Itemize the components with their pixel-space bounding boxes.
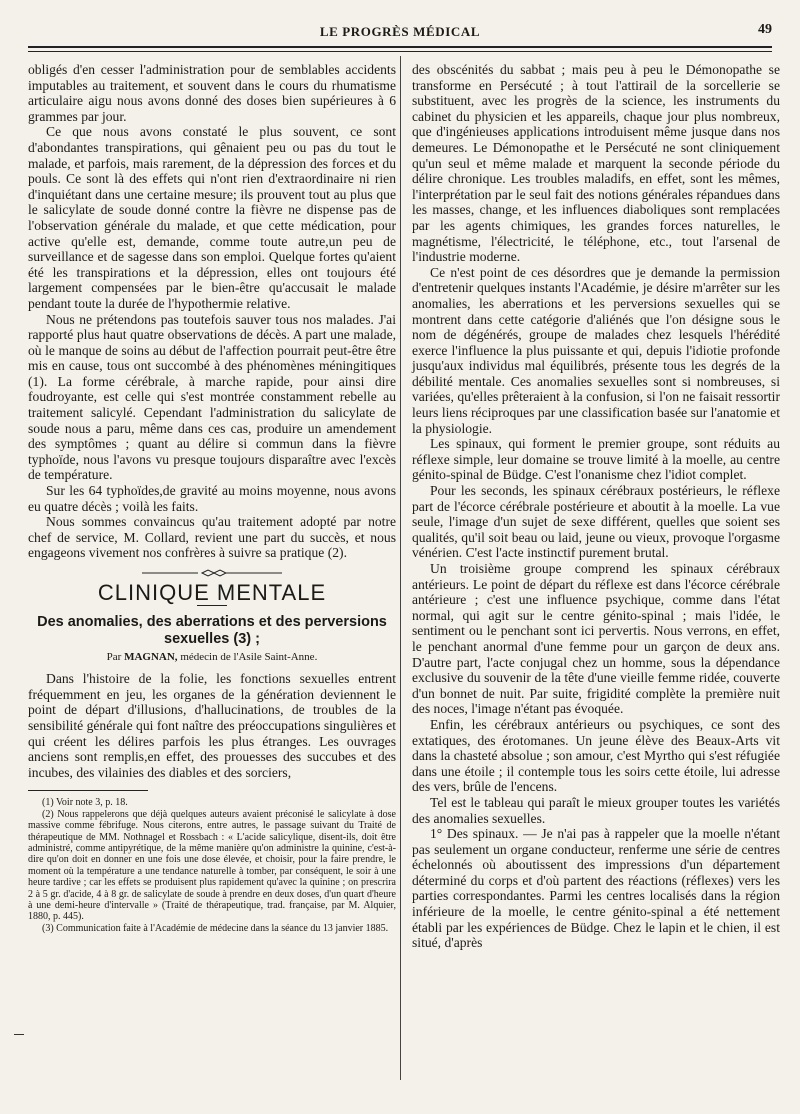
page-number: 49 <box>758 22 772 37</box>
paragraph: Enfin, les cérébraux antérieurs ou psychiques, ce sont des extatiques, des érotomanes. Un jeune élève des Beaux-Arts vit dans la chasteté absolue ; son amour, c'est Myrtho qui s'est réfugiée dans une étoile ; il contemple tous les soirs cette étoile, lui adresse des vers, brûle de l'encens. <box>412 716 780 795</box>
footnotes <box>28 797 396 934</box>
section-title: CLINIQUE MENTALE <box>97 580 327 605</box>
paragraph: Nous ne prétendons pas toutefois sauver tous nos malades. J'ai rapporté plus haut quatre observations de décès. A part une malade, où le manque de soins au début de l'affection pourrait peut-être être mis en cause, tous ont succombé à des phénomènes méningitiques (1). La forme cérébrale, à marche rapide, pour ainsi dire foudroyante, est celle qui s'est montrée constamment rebelle au traitement salicylé. Cependant l'administration du salicylate de soude nous a paru, même dans ces cas, produire un amendement des symptômes ; quant au délire si commun dans la fièvre typhoïde, nous l'avons vu presque toujours disparaître avec l'excès de température. <box>28 311 396 483</box>
footnote: (2) Nous rappelerons que déjà quelques auteurs avaient préconisé le salicylate à dose massive comme fébrifuge. Nous citerons, entre autres, le passage suivant du Traité de thérapeutique de MM. Nothnagel et Rossbach : « L'acide salicylique, disent-ils, doit être administré, comme antipyrétique, de la même manière qu'on administre la quinine, c'est-à-dire qu'on doit en donner en une fois une dose élevée, et choisir, pour la faire prendre, le moment où la température a une tendance naturelle à tomber, par conséquent, le soir à une heure tardive ; car les effets se produisent plus rapidement qu'avec la quinine ; on prescrira 2 à 5 gr. d'acide, 4 à 8 gr. de salicylate de soude à prendre en deux doses, d'un quart d'heure à une demi-heure d'intervalle » (Traité de thérapeutique, trad. française, par M. Alquier, 1880, p. 445). <box>28 808 396 923</box>
paragraph: Les spinaux, qui forment le premier groupe, sont réduits au réflexe simple, leur domaine se trouve limité à la moelle, au centre génito-spinal de Büdge. C'est l'onanisme chez l'idiot complet. <box>412 436 780 483</box>
paragraph: Sur les 64 typhoïdes,de gravité au moins moyenne, nous avons eu quatre décès ; voilà les faits. <box>28 483 396 514</box>
page-header <box>28 22 772 44</box>
margin-mark <box>14 1034 24 1035</box>
footnote: (1) Voir note 3, p. 18. <box>42 797 128 809</box>
right-column <box>412 62 780 951</box>
article-title: Des anomalies, des aberrations et des perversions sexuelles (3) ; <box>37 613 387 647</box>
left-column <box>28 62 396 934</box>
byline <box>28 650 396 666</box>
paragraph: 1° Des spinaux. — Je n'ai pas à rappeler que la moelle n'étant pas seulement un organe conducteur, renferme une série de centres échelonnés où aboutissent des impressions d'un département déterminé du corps et d'où partent des réactions (réflexes) vers les parties correspondantes. Parmi les centres localisés dans la région inférieure de la moelle, le centre génito-spinal a été nettement établi par les expériences de Büdge. Chez le lapin et le chien, il est situé, d'après <box>412 826 780 951</box>
paragraph: des obscénités du sabbat ; mais peu à peu le Démonopathe se transforme en Persécuté ; à tout l'attirail de la sorcellerie se substituent, avec les progrès de la science, les instruments du cabinet du physicien et les appareils, chaque jour plus nombreux, que d'ingénieuses applications introduisent même jusque dans nos demeures. Le Démonopathe et le Persécuté ne sont cliniquement qu'un seul et même malade et marquent la seconde période du délire chronique. Les troubles maladifs, en effet, sont les mêmes, l'interprétation par le seul fait des notions générales répandues dans les masses, change, et les influences diaboliques sont remplacées par les agents chimiques, les grandes forces naturelles, le magnétisme, l'électricité, le téléphone, etc., tout l'arsenal de l'industrie moderne. <box>412 62 780 265</box>
byline-suffix: médecin de l'Asile Saint-Anne. <box>180 650 318 663</box>
paragraph: Pour les seconds, les spinaux cérébraux postérieurs, le réflexe part de l'écorce cérébrale postérieure et aboutit à la moelle. La vue seule, l'image d'un sujet de sexe différent, quelles que soient ses qualités, qu'il soit beau ou laid, jeune ou vieux, provoque l'orgasme vénérien. C'est l'acte instinctif purement brutal. <box>412 483 780 561</box>
footnote-rule <box>28 790 148 791</box>
paragraph: Nous sommes convaincus qu'au traitement adopté par notre chef de service, M. Collard, revient une part du succès, et nous engageons vivement nos confrères à suivre sa pratique (2). <box>28 514 396 561</box>
header-rule <box>28 46 772 52</box>
section-ornament <box>142 569 282 577</box>
paragraph: Dans l'histoire de la folie, les fonctions sexuelles entrent fréquemment en jeu, les organes de la génération deviennent le point de départ d'illusions, d'hallucinations, de troubles de la sensibilité générale qui font naître des préoccupations singulières et qui créent les délires parfois les plus étranges. Les ouvrages anciens sont remplis,en effet, des prouesses des succubes et des incubes, des vilainies des diables et des sorciers, <box>28 671 396 780</box>
paragraph: Ce que nous avons constaté le plus souvent, ce sont d'abondantes transpirations, qui gênaient peu ou pas du tout le malade, et parfois, mais rarement, de la dépression des forces et du pouls. Ce sont là des effets qui n'ont rien d'extraordinaire ni rien d'inquiétant dans une certaine mesure; ils prouvent tout au plus que le salicylate de soude donné contre la fièvre ne dispense pas de l'observation générale du malade, et que cette médication, pour active qu'elle est, demande, comme toute autre,un peu de surveillance et de sagesse dans son emploi. Quelque fortes qu'aient été les transpirations et la dépression, elles ont toujours été largement compensées par le bien-être qu'accusait le malade pendant toute la durée de l'hypothermie relative. <box>28 124 396 311</box>
paragraph: obligés d'en cesser l'administration pour de semblables accidents imputables au traitement, et souvent dans le cours du rhumatisme articulaire aigu nous avons donné des doses bien supérieures à 6 grammes par jour. <box>28 62 396 124</box>
paragraph: Ce n'est point de ces désordres que je demande la permission d'entretenir quelques instants l'Académie, je désire m'arrêter sur les anomalies, les aberrations et les perversions sexuelles qui se montrent dans cette catégorie d'aliénés que l'on désigne sous le nom de dégénérés, groupe de malades chez lesquels l'hérédité exerce l'influence la plus puissante et qui, depuis l'idiotie profonde jusqu'aux individus mal équilibrés, présente tous les degrés de la débilité mentale. Ces anomalies sexuelles sont si nombreuses, si variées, qu'elles prêteraient à la confusion, si l'on ne faisait ressortir leurs liens réciproques par une classification basée sur l'anatomie et la physiologie. <box>412 264 780 436</box>
paragraph: Un troisième groupe comprend les spinaux cérébraux antérieurs. Le point de départ du réflexe est dans l'écorce cérébrale antérieure ; c'est une influence psychique, comme dans l'état normal, qui agit sur le centre génito-spinal ; mais l'idée, le sentiment ou le penchant sont ici pervertis. Nous verrons, en effet, le penchant anormal d'une femme pour un garçon de deux ans. D'autre part, l'acte conjugal chez un homme, sous la dépendance exclusive du souvenir de la tête d'une vieille femme ridée, couverte d'un bonnet de nuit. Par suite, frigidité complète la première nuit des noces, l'image n'étant pas évoquée. <box>412 561 780 717</box>
byline-author: MAGNAN, <box>124 650 178 663</box>
column-divider <box>400 56 401 1080</box>
running-title: LE PROGRÈS MÉDICAL <box>319 24 481 39</box>
footnote: (3) Communication faite à l'Académie de médecine dans la séance du 13 janvier 1885. <box>42 922 389 934</box>
paragraph: Tel est le tableau qui paraît le mieux grouper toutes les variétés des anomalies sexuelles. <box>412 794 780 826</box>
byline-prefix: Par <box>106 650 122 663</box>
